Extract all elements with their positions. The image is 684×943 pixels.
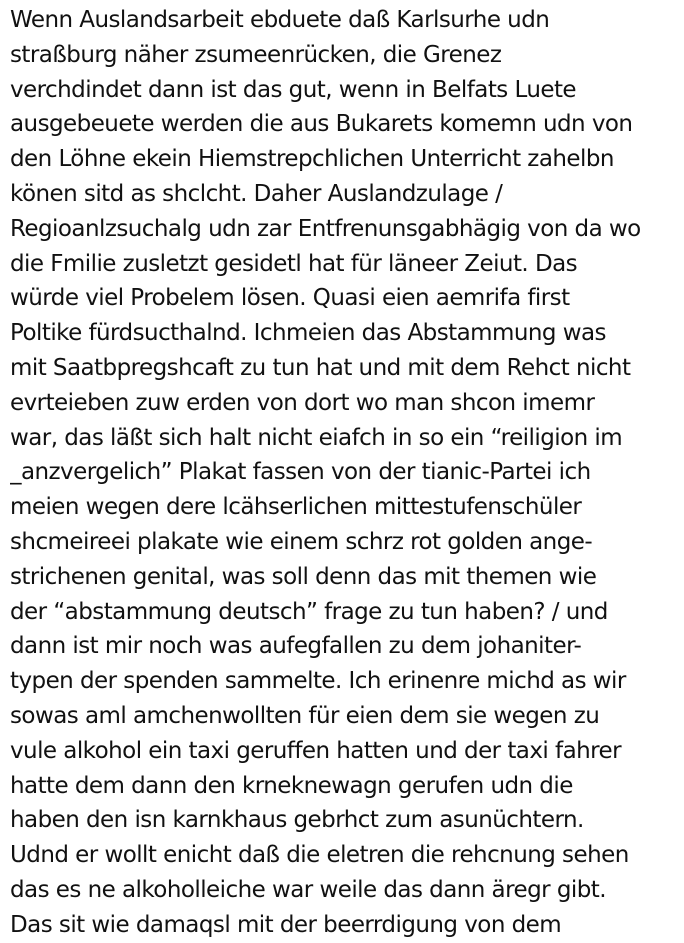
text-line: sowas aml amchenwollten für eien dem sie wegen zu <box>10 702 600 729</box>
text-line: meien wegen dere lcähserlichen mittestufenschüler <box>10 494 582 521</box>
text-line: würde viel Probelem lösen. Quasi eien aemrifa first <box>10 285 570 312</box>
text-line: ausgebeuete werden die aus Bukarets komemn udn von <box>10 111 633 138</box>
text-line: evrteieben zuw erden von dort wo man shcon imemr <box>10 389 595 416</box>
text-line: strichenen genital, was soll denn das mit themen wie <box>10 563 597 590</box>
text-line: Das sit wie damaqsl mit der beerrdigung von dem <box>10 911 562 938</box>
text-line: Wenn Auslandsarbeit ebduete daß Karlsurhe udn <box>10 7 550 33</box>
text-line: könen sitd as shclcht. Daher Auslandzulage / <box>10 180 503 207</box>
text-line: Regioanlzsuchalg udn zar Entfrenunsgabhägig von da wo <box>10 215 641 242</box>
text-line: _anzvergelich” Plakat fassen von der tianic-Partei ich <box>10 459 591 486</box>
text-line: mit Saatbpregshcaft zu tun hat und mit dem Rehct nicht <box>10 354 631 381</box>
document-text <box>10 3 680 943</box>
text-line: Poltike fürdsucthalnd. Ichmeien das Abstammung was <box>10 320 606 347</box>
text-line: typen der spenden sammelte. Ich erinenre michd as wir <box>10 668 626 695</box>
text-line: Udnd er wollt enicht daß die eletren die rehcnung sehen <box>10 842 629 869</box>
text-line: hatte dem dann den krneknewagn gerufen udn die <box>10 772 573 799</box>
text-line: der “abstammung deutsch” frage zu tun haben? / und <box>10 598 608 625</box>
text-line: den Löhne ekein Hiemstrepchlichen Unterricht zahelbn <box>10 146 614 173</box>
text-line: verchdindet dann ist das gut, wenn in Belfats Luete <box>10 76 577 103</box>
text-line: dann ist mir noch was aufegfallen zu dem johaniter- <box>10 633 582 660</box>
text-line: das es ne alkoholleiche war weile das dann äregr gibt. <box>10 876 606 903</box>
text-line: haben den isn karnkhaus gebrhct zum asunüchtern. <box>10 807 584 834</box>
text-line: war, das läßt sich halt nicht eiafch in so ein “reiligion im <box>10 424 623 451</box>
text-line: shcmeireei plakate wie einem schrz rot golden ange- <box>10 528 593 555</box>
text-line: vule alkohol ein taxi geruffen hatten und der taxi fahrer <box>10 737 622 764</box>
text-line: die Fmilie zusletzt gesidetl hat für läneer Zeiut. Das <box>10 250 578 277</box>
text-line: straßburg näher zsumeenrücken, die Grenez <box>10 41 502 68</box>
